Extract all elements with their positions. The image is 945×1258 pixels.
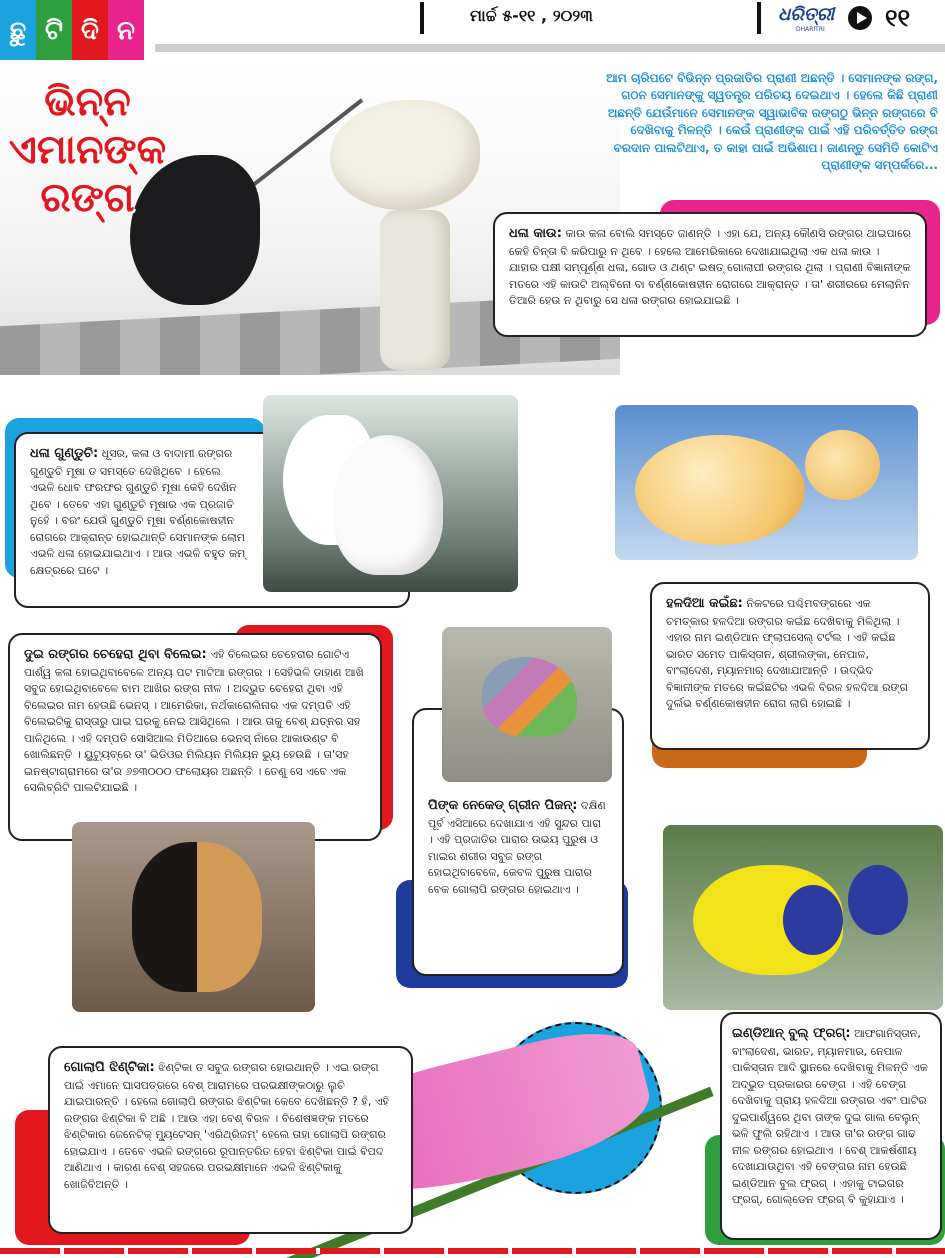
article-body: ଏହି ବିଲେଇର ଚେହେରାର ଗୋଟିଏ ପାର୍ଶ୍ୱ କଳା ହୋଇଥିବାବେଳେ ଅନ୍ୟ ପଟ ମାଟିଆ ରଙ୍ଗର । ସେହିଭଳି ଡାହାଣ ଆଖି ସବୁଜ ହୋଇଥିବାବେଳେ ବାମ ଆଖିର ରଙ୍ଗ ନୀଳ । ଅଦ୍ଭୁତ ଚେହେରା ଥିବା ଏହି ବିଲେଇର ନାମ ହେଉଛି ଭେନସ୍ । ଆମେରିକା, ନର୍ଥକାରୋଲିନାର ଏକ ଦମ୍ପତି ଏହି ବିଲେଇଟିକୁ ରାସ୍ତାରୁ ପାଇ ଘରକୁ ନେଇ ଆସିଥିଲେ । ଆଉ ତାକୁ ବେଶ୍ ଯତ୍ନର ସହ ପାଳିଥିଲେ । ଏହି ଦମ୍ପତି ସୋସିଆଲ ମିଡିଆରେ ଭେନସ୍ ନାଁରେ ଆକାଉଣ୍ଟ ବି ଖୋଲିଛନ୍ତି । ୟୁଟ୍ୟୁବ୍‌ରେ ତା' ଭିଡିଓର ମିଲିୟନ ମିଲିୟନ ଭ୍ୟୁ ହେଉଛି । ତା'ସହ ଇନଷ୍ଟାଗ୍ରାମରେ ତା'ର ୬୭୩୦୦୦ ଫଲୋୟର ଅଛନ୍ତି । ତେଣୁ ସେ ଏବେ ଏକ ସେଲିବ୍ରିଟି ପାଲଟିଯାଇଛି । bbox=[24, 648, 364, 794]
headline-line-2: ଏମାନଙ୍କ bbox=[8, 127, 167, 173]
article-title: ହଳଦିଆ କଇଁଛ: bbox=[666, 596, 743, 611]
article-body: ଧୂସର, କଳା ଓ ବାଦାମୀ ରଙ୍ଗର ଗୁଣ୍ଡୁଚି ମୂଷା ତ ସମସ୍ତେ ଦେଖିଥିବେ । ହେଲେ ଏଭଳି ଧୋବ ଫରଫର ଗୁଣ୍ଡୁଚି ମୂଷା କେହି ଦେଖିନ ଥିବେ । ତେବେ ଏହା ଗୁଣ୍ଡୁଚି ମୂଷାର ଏକ ପ୍ରଜାତି ନୁହେଁ । ବରଂ ଯେଉଁ ଗୁଣ୍ଡୁଚି ମୂଷା ବର୍ଣ୍ଣକୋଷହୀନ ରୋଗରେ ଆକ୍ରାନ୍ତ ହୋଇଥାନ୍ତି ସେମାନଙ୍କ ଲୋମ ଏଭଳି ଧଳା ହୋଇଯାଇଥାଏ । ଆଉ ଏଭଳି ବହୁତ କମ୍ କ୍ଷେତ୍ରରେ ଘଟେ । bbox=[30, 447, 246, 577]
article-two-faced-cat bbox=[8, 633, 382, 841]
cat-face-shape bbox=[132, 842, 262, 992]
headline-line-1: ଭିନ୍ନ bbox=[44, 79, 131, 125]
article-body: ନିକଟରେ ପଶ୍ଚିମବଙ୍ଗରେ ଏକ ଚମତ୍କାର ହଳଦିଆ ରଙ୍ଗର କଇଁଛ ଦେଖିବାକୁ ମିଳିଥିଲା । ଏହାର ନାମ ଇଣ୍ଡିଆନ ଫ୍ଲାପସେଲ୍ ଟର୍ଟଲ । ଏହି କଇଁଛ ଭାରତ ସମେତ ପାକିସ୍ତାନ, ଶ୍ରୀଲଙ୍କା, ନେପାଳ, ବାଂଲାଦେଶ, ମ୍ୟାନମାର୍ ଦେଖାଯାଆନ୍ତି । ଉଦ୍ଭିଦ ବିଜ୍ଞାନୀଙ୍କ ମତରେ କଇଁଛଟିର ଏଭଳି ବିରଳ ହଳଦିଆ ରଙ୍ଗ ଦୁର୍ଲଭ ବର୍ଣ୍ଣକୋଷହୀନ ରୋଗ ଲାଗି ହୋଇଛି । bbox=[666, 597, 908, 710]
brand-letter-1: ଛୁ bbox=[0, 0, 36, 62]
brand-letter-3: ଦି bbox=[72, 0, 108, 62]
article-title: ଗୋଲାପି ଝିଣ୍ଟିକା: bbox=[64, 1060, 155, 1075]
insulator-shape bbox=[380, 210, 450, 370]
article-title: ଦୁଇ ରଙ୍ଗର ଚେହେରା ଥିବା ବିଲେଇ: bbox=[24, 647, 207, 662]
article-bull-frog bbox=[720, 1012, 942, 1240]
play-icon bbox=[848, 6, 872, 30]
article-title: ପିଙ୍କ ନେକେଡ୍ ଗ୍ରୀନ ପିଜନ୍: bbox=[428, 798, 578, 813]
article-yellow-turtle bbox=[650, 582, 930, 750]
two-faced-cat-photo bbox=[72, 822, 315, 1012]
squirrel-body-shape bbox=[333, 435, 443, 575]
frog-sac-shape bbox=[783, 885, 843, 955]
article-pink-grasshopper bbox=[48, 1046, 413, 1234]
newspaper-logo: ଧରିତ୍ରୀ bbox=[778, 4, 835, 25]
page-number: ୧୧ bbox=[885, 4, 911, 32]
footer-rule bbox=[0, 1248, 945, 1254]
bull-frog-photo bbox=[663, 825, 943, 1010]
frog-sac-shape bbox=[848, 865, 908, 935]
article-body: ଦକ୍ଷିଣ ପୂର୍ବ ଏସିଆରେ ଦେଖାଯାଏ ଏହି ସୁନ୍ଦର ପାରା । ଏହି ପ୍ରଜାତିର ପାରାର ଉଭୟ ପୁରୁଷ ଓ ମାଇ‌ର ଶରୀର ସବୁଜ ରଙ୍ଗ ହୋଇଥିବାବେଳେ, କେବଳ ପୁରୁଷ ପାରାର ବେକ ଗୋଲାପି ରଙ୍ଗର ହୋଇଥାଏ । bbox=[428, 799, 606, 896]
brand-letter-4: ନ bbox=[108, 0, 144, 62]
turtle-head-shape bbox=[805, 430, 880, 500]
article-body: ଝିଣ୍ଟିକା ତ ସବୁଜ ରଙ୍ଗର ହୋଇଥାନ୍ତି । ଏଇ ରଙ୍ଗ ପାଇଁ ଏମାନେ ଘାସପତ୍ରରେ ବେଶ୍ ଆରାମରେ ପରଭକ୍ଷୀଙ୍କଠାରୁ ଲୁଚି ଯାଇପାରନ୍ତି । ହେଲେ ଗୋଲାପି ରଙ୍ଗର ଝିଣ୍ଟିକା କେବେ ଦେଖିଛନ୍ତି ? ହଁ, ଏହି ରଙ୍ଗର ଝିଣ୍ଟିକା ବି ଅଛି । ଆଉ ଏହା ବେଶ୍ ବିରଳ । ବିଶେଷଜ୍ଞଙ୍କ ମତରେ ଝିଣ୍ଟିକାର ଜେନେଟିକ୍ ମ୍ୟୁଟେସନ୍ 'ଏରିଥ୍ରିଜମ୍' ହେଲେ ତାହା ଗୋଲାପି ରଙ୍ଗର ହୋଇଯାଏ । ତେବେ ଏଭଳି ରଙ୍ଗରେ ରୂପାନ୍ତରିତ ହେବା ଝିଣ୍ଟିକା ପାଇଁ ବିପଦ ଆଣିଥାଏ । କାରଣ ବେଶ୍ ସହଜରେ ପରଭକ୍ଷୀମାନେ ଏଭଳି ଝିଣ୍ଟିକାକୁ ଖୋଜିବିଅନ୍ତି । bbox=[64, 1061, 389, 1191]
yellow-turtle-photo bbox=[615, 405, 918, 560]
pigeon-body-shape bbox=[482, 657, 577, 737]
green-pigeon-photo bbox=[442, 627, 612, 782]
header-divider bbox=[757, 2, 761, 34]
intro-text: ଆମ ଚାରିପଟେ ବିଭିନ୍ନ ପ୍ରଜାତିର ପ୍ରାଣୀ ଅଛନ୍ତି । ସେମାନଙ୍କ ରଙ୍ଗ, ଗଠନ ସେମାନଙ୍କୁ ସ୍ୱତନ୍ତ୍ର ପରିଚୟ ଦେଇଥାଏ । ହେଲେ କିଛି ପ୍ରାଣୀ ଅଛନ୍ତି ଯେଉଁମାନେ ସେମାନଙ୍କ ସ୍ୱାଭାବିକ ରଙ୍ଗଠୁ ଭିନ୍ନ ରଙ୍ଗରେ ବି ଦେଖିବାକୁ ମିଳନ୍ତି । କେଉଁ ପ୍ରାଣୀଙ୍କ ପାଇଁ ଏହି ପରିବର୍ତ୍ତିତ ରଙ୍ଗ ବରଦାନ ପାଲଟିଥାଏ, ତ କାହା ପାଇଁ ଅଭିଶାପ। ଜାଣନ୍ତୁ ସେମିତି କୋଟିଏ ପ୍ରାଣୀଙ୍କ ସମ୍ପର୍କରେ... bbox=[606, 71, 938, 172]
issue-date: ମାର୍ଚ୍ଚ ୫-୧୧ , ୨୦୨୩ bbox=[470, 6, 593, 25]
article-body: କାଉ କଳା ବୋଲି ସମସ୍ତେ ଜାଣନ୍ତି । ଏହା ଯେ, ଅନ୍ୟ କୌଣସି ରଙ୍ଗର ଥାଇପାରେ କେହି ଚିନ୍ତା ବି କରିପାରୁ ନ ଥିବେ । ହେଲେ ଆମେରିକାରେ ଦେଖାଯାଇଥିଲା ଏକ ଧଳା କାଉ । ଯାହାର ପକ୍ଷୀ ସମ୍ପୂର୍ଣ୍ଣ ଧଳା, ଗୋଡ ଓ ଥଣ୍ଟ ଇଷତ୍ ଗୋଲାପୀ ରଙ୍ଗର ଥିଲା । ପ୍ରାଣୀ ବିଜ୍ଞାନୀଙ୍କ ମତରେ ଏହି କାଉଟି ଅଲ୍‌ବିନୋ ବା ବର୍ଣ୍ଣକୋଷହୀନ ରୋଗରେ ଆକ୍ରାନ୍ତ । ତା' ଶରୀରରେ ମେଲାନିନ ତିଆରି ହେଉ ନ ଥିବାରୁ ସେ ଧଳା ରଙ୍ଗର ହୋଇଯାଇଛି । bbox=[509, 227, 911, 307]
brand-letter-2: ଟି bbox=[36, 0, 72, 62]
section-brand bbox=[0, 0, 144, 62]
white-squirrel-photo bbox=[263, 395, 518, 592]
headline-line-3: ରଙ୍ଗ bbox=[40, 175, 135, 221]
white-crow-shape bbox=[330, 100, 480, 210]
header-divider bbox=[420, 2, 424, 34]
header-rule bbox=[155, 44, 945, 52]
newspaper-logo-sub: DHARITRI bbox=[796, 26, 825, 33]
turtle-shell-shape bbox=[635, 435, 805, 545]
article-title: ଧଳା ଗୁଣ୍ଡୁଚି: bbox=[30, 446, 99, 461]
article-body: ଆଫଗାନିସ୍ତାନ, ବାଂଲାଦେଶ, ଭାରତ, ମ୍ୟାନମାର, ନେପାଳ ପାକିସ୍ତାନ ଆଦି ସ୍ଥାନରେ ଦେଖିବାକୁ ମିଳନ୍ତି ଏକ ଅଦ୍ଭୁତ ପ୍ରକାରର ବେଙ୍ଗ । ଏହି ବେଙ୍ଗ ଦେଖିବାକୁ ପ୍ରାୟ ହଳଦିଆ ରଙ୍ଗର ଏବଂ ପାଟିର ଦୁଇପାର୍ଶ୍ୱରେ ଥିବା ତାଙ୍କ ଦୁଇ ଗାଲ ବେଲୁନ୍ ଭଳି ଫୁଲି ରହିଥାଏ । ଆଉ ତା'ର ରଙ୍ଗ ଗାଢ ନୀଳ ରଙ୍ଗର ହୋଇଥାଏ । ବେଶ୍ ଆକର୍ଷଣୀୟ ଦେଖାଯାଉଥିବା ଏହି ବେଙ୍ଗର ନାମ ହେଉଛି ଇଣ୍ଡିଆନ ବୁଲ ଫ୍ରଗ୍ । ଏହାକୁ ଟାଇଗର ଫ୍ରଗ୍, ଗୋଲ୍ଡେନ ଫ୍ରଗ୍ ବି କୁହାଯାଏ । bbox=[732, 1027, 928, 1206]
article-title: ଧଳା କାଉ: bbox=[509, 226, 562, 241]
article-title: ଇଣ୍ଡିଆନ୍ ବୁଲ୍ ଫ୍ରଗ୍: bbox=[732, 1026, 851, 1041]
article-white-crow bbox=[493, 212, 927, 337]
